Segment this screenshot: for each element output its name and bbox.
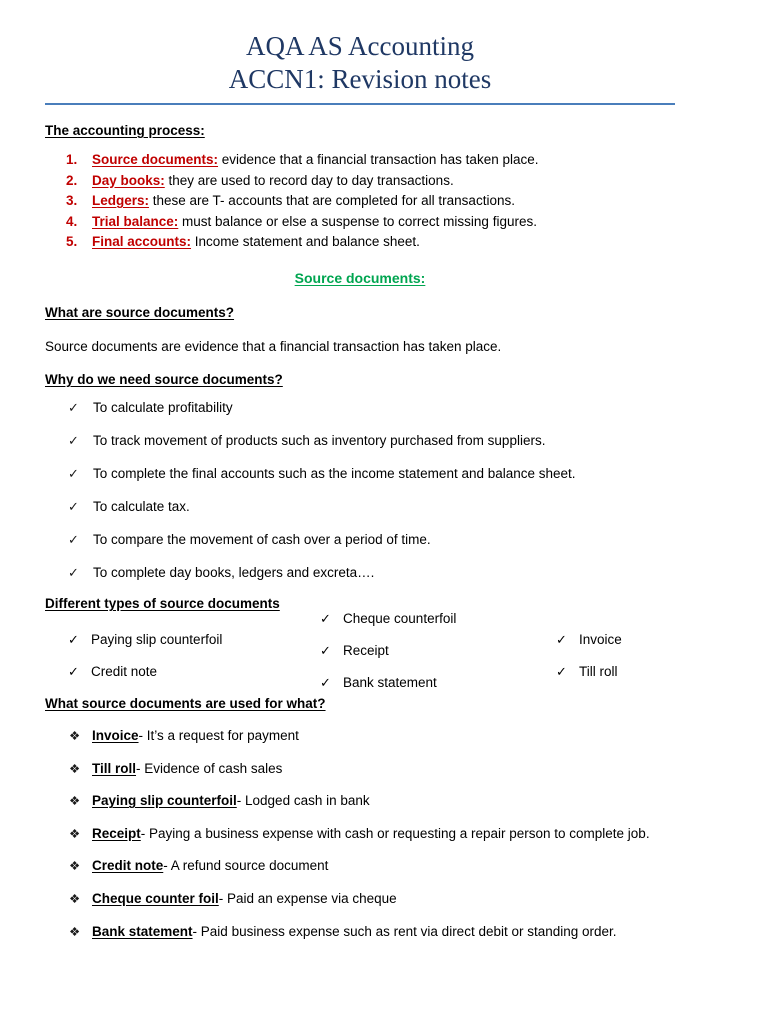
list-item-description: - Paying a business expense with cash or requesting a repair person to complete job. xyxy=(140,825,650,841)
list-item-body xyxy=(92,193,515,208)
list-item xyxy=(45,433,705,466)
what-are-source-documents-body: Source documents are evidence that a financial transaction has taken place. xyxy=(45,339,502,354)
list-item-number: 1. xyxy=(66,152,78,167)
list-item-description: these are T- accounts that are completed for all transactions. xyxy=(149,193,515,208)
list-item-label: To calculate profitability xyxy=(93,400,233,415)
check-icon: ✓ xyxy=(556,664,567,679)
accounting-process-heading xyxy=(45,123,205,138)
list-item-body xyxy=(92,924,617,939)
list-item-description: must balance or else a suspense to correct missing figures. xyxy=(178,213,537,229)
check-icon: ✓ xyxy=(556,632,567,647)
page-title-line-2: ACCN1: Revision notes xyxy=(228,64,492,94)
list-item-label: To complete the final accounts such as the income statement and balance sheet. xyxy=(93,466,576,481)
check-icon: ✓ xyxy=(320,675,331,690)
list-item-label: Credit note xyxy=(91,664,158,679)
diamond-bullet-icon: ❖ xyxy=(69,729,81,743)
source-documents-heading xyxy=(45,270,675,286)
what-are-source-documents-label: What are source documents? xyxy=(45,305,235,320)
list-item-body xyxy=(92,173,454,188)
diamond-bullet-icon: ❖ xyxy=(69,891,81,906)
check-icon: ✓ xyxy=(68,664,79,679)
list-item-label: Receipt xyxy=(343,643,389,658)
accounting-process-heading-label: The accounting process: xyxy=(45,123,205,138)
list-item xyxy=(45,173,685,194)
diamond-bullet-icon: ❖ xyxy=(69,761,81,776)
used-for-what-list xyxy=(45,728,745,956)
list-item xyxy=(45,214,685,235)
list-item-description: evidence that a financial transaction has taken place. xyxy=(218,152,539,167)
list-item-body xyxy=(92,858,328,873)
list-item-body xyxy=(92,826,650,841)
list-item xyxy=(45,400,705,433)
list-item-term: Paying slip counterfoil xyxy=(92,793,237,809)
list-item xyxy=(45,193,685,214)
list-item-description: Income statement and balance sheet. xyxy=(191,234,420,249)
list-item-label: Cheque counterfoil xyxy=(343,611,457,626)
check-icon: ✓ xyxy=(68,466,79,481)
source-documents-heading-label: Source documents: xyxy=(294,270,426,286)
used-for-what-heading-label: What source documents are used for what? xyxy=(45,696,326,711)
document-title-block xyxy=(45,30,675,96)
list-item xyxy=(45,728,745,761)
list-item-term: Source documents: xyxy=(92,152,219,167)
list-item-body xyxy=(92,152,539,167)
list-item-body xyxy=(92,214,537,229)
list-item xyxy=(45,761,745,794)
list-item-body xyxy=(92,728,299,743)
list-item-body xyxy=(92,761,282,776)
different-types-heading-label: Different types of source documents xyxy=(45,596,280,611)
used-for-what-heading xyxy=(45,696,326,711)
title-divider xyxy=(45,103,675,105)
list-item-term: Credit note xyxy=(92,858,164,874)
list-item xyxy=(45,532,705,565)
list-item-number: 2. xyxy=(66,172,78,188)
list-item-description: - Evidence of cash sales xyxy=(136,760,283,776)
list-item xyxy=(45,234,685,255)
list-item-label: Bank statement xyxy=(343,675,437,690)
list-item-label: To compare the movement of cash over a period of time. xyxy=(93,532,431,547)
list-item xyxy=(45,499,705,532)
list-item-description: - It’s a request for payment xyxy=(138,728,299,743)
check-icon: ✓ xyxy=(68,565,79,580)
list-item-label: Invoice xyxy=(579,632,622,647)
list-item-body xyxy=(92,234,420,249)
list-item-term: Day books: xyxy=(92,172,165,188)
list-item-number: 3. xyxy=(66,193,78,208)
check-icon: ✓ xyxy=(320,643,331,658)
check-icon: ✓ xyxy=(320,611,331,626)
list-item-term: Trial balance: xyxy=(92,213,179,229)
list-item xyxy=(45,152,685,173)
different-types-heading xyxy=(45,596,280,611)
list-item xyxy=(45,565,705,598)
list-item-description: - Paid business expense such as rent via direct debit or standing order. xyxy=(192,923,617,939)
list-item-term: Receipt xyxy=(92,825,141,841)
why-need-source-documents-heading xyxy=(45,372,283,387)
list-item-description: - Paid an expense via cheque xyxy=(218,890,397,906)
list-item-label: To track movement of products such as inventory purchased from suppliers. xyxy=(93,433,546,448)
check-icon: ✓ xyxy=(68,433,79,448)
list-item xyxy=(45,891,745,924)
list-item-number: 4. xyxy=(66,213,78,229)
list-item-description: - A refund source document xyxy=(163,858,329,874)
list-item xyxy=(45,826,745,859)
diamond-bullet-icon: ❖ xyxy=(69,794,81,809)
list-item-term: Cheque counter foil xyxy=(92,890,219,906)
diamond-bullet-icon: ❖ xyxy=(69,859,81,874)
list-item-label: Paying slip counterfoil xyxy=(91,632,223,647)
list-item-term: Invoice xyxy=(92,728,139,743)
list-item-label: Till roll xyxy=(579,664,618,679)
list-item-term: Bank statement xyxy=(92,923,193,939)
list-item-body xyxy=(92,891,397,906)
accounting-process-list xyxy=(45,152,685,255)
list-item-term: Till roll xyxy=(92,760,137,776)
diamond-bullet-icon: ❖ xyxy=(69,826,81,841)
check-icon: ✓ xyxy=(68,532,79,547)
list-item-description: - Lodged cash in bank xyxy=(236,793,370,809)
page-title-line-1: AQA AS Accounting xyxy=(245,31,474,61)
list-item-description: they are used to record day to day transactions. xyxy=(164,172,454,188)
list-item-number: 5. xyxy=(66,234,78,249)
why-need-source-documents-list xyxy=(45,400,705,598)
list-item-term: Ledgers: xyxy=(92,193,150,208)
list-item-term: Final accounts: xyxy=(92,234,192,249)
list-item-body xyxy=(92,793,370,808)
list-item xyxy=(45,466,705,499)
check-icon: ✓ xyxy=(68,400,79,415)
diamond-bullet-icon: ❖ xyxy=(69,924,81,939)
what-are-source-documents-heading xyxy=(45,305,234,320)
check-icon: ✓ xyxy=(68,499,79,514)
list-item xyxy=(45,793,745,826)
list-item-label: To calculate tax. xyxy=(93,499,190,514)
check-icon: ✓ xyxy=(68,632,79,647)
list-item xyxy=(45,858,745,891)
why-need-source-documents-label: Why do we need source documents? xyxy=(45,372,283,387)
list-item xyxy=(45,924,745,957)
list-item-label: To complete day books, ledgers and excreta…. xyxy=(93,565,375,580)
